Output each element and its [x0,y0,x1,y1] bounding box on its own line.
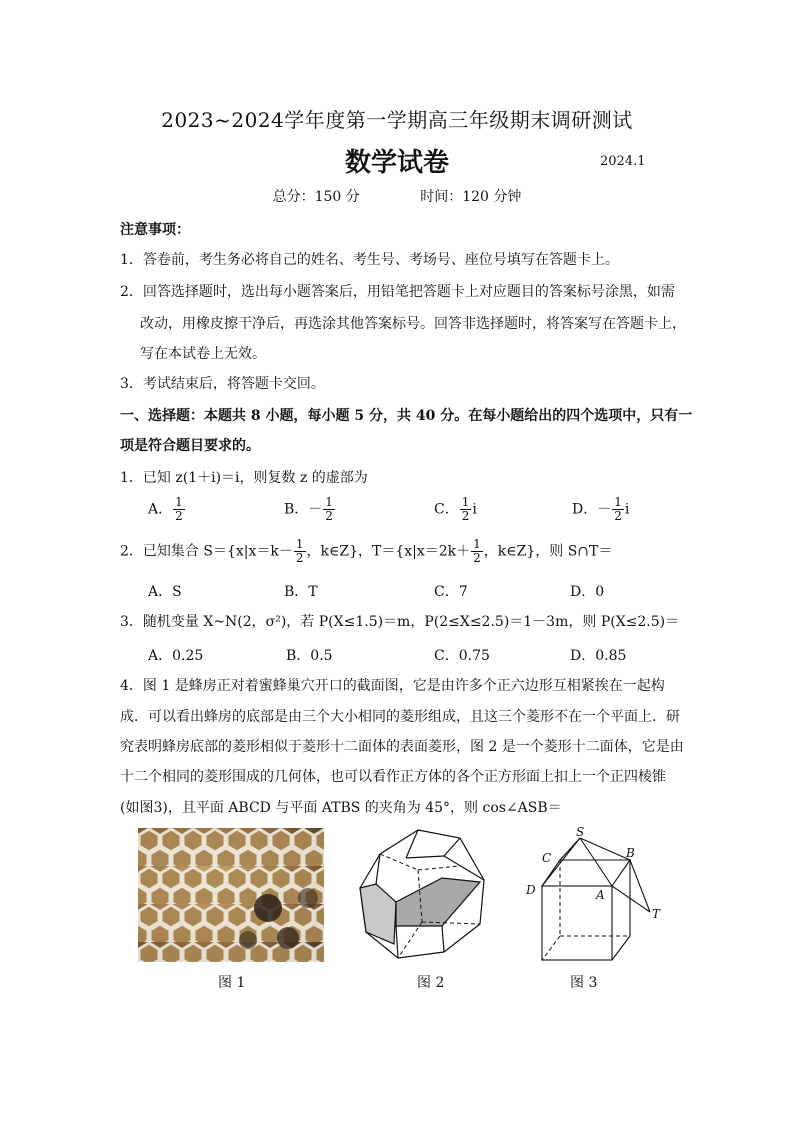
note-item: 写在本试卷上无效。 [140,346,266,362]
note-item: 3．考试结束后，将答题卡交回。 [120,376,325,392]
q2-option-c: C．7 [434,584,468,600]
honeycomb-photo [138,828,324,962]
cube-pyramid-figure [520,826,670,966]
figure-3-caption: 图 3 [570,975,598,991]
rhombic-dodecahedron-figure [356,826,490,966]
question-4-line: 究表明蜂房底部的菱形相似于菱形十二面体的表面菱形，图 2 是一个菱形十二面体，它是由 [120,739,684,755]
subject-title: 数学试卷 [344,148,449,178]
label-b: B [626,846,635,860]
notes-heading: 注意事项： [120,222,190,238]
q1-option-d: D．－ $\frac{1}{2}$ i [572,495,630,523]
question-4-line: 成．可以看出蜂房的底部是由三个大小相同的菱形组成，且这三个菱形不在一个平面上．研 [120,709,680,725]
q1-option-b: B．－ $\frac{1}{2}$ [284,495,333,523]
q3-option-d: D．0.85 [570,648,627,664]
q3-option-a: A．0.25 [148,648,204,664]
section-heading-cont: 项是符合题目要求的。 [120,438,260,454]
exam-meta [0,186,794,206]
label-d: D [526,883,536,897]
q1-option-c: C． $\frac{1}{2}$ i [434,495,477,523]
question-4-line: 十二个相同的菱形围成的几何体，也可以看作正方体的各个正方形面上扣上一个正四棱锥 [120,769,666,785]
total-score: 总分：150 分 [272,189,360,205]
note-item: 1．答卷前，考生务必将自己的姓名、考生号、考场号、座位号填写在答题卡上。 [120,252,619,268]
question-1-stem: 1．已知 z(1＋i)＝i，则复数 z 的虚部为 [120,470,368,486]
section-heading: 一、选择题：本题共 8 小题，每小题 5 分，共 40 分。在每小题给出的四个选项中，只有一 [120,408,693,424]
q3-option-c: C．0.75 [434,648,490,664]
figure-1-caption: 图 1 [218,975,246,991]
question-2-stem: 2．已知集合 S＝{x|x＝k－ $\frac{1}{2}$ ，k∈Z}，T＝{x|x＝2k＋ $\frac{1}{2}$ ，k∈Z}，则 S∩T＝ [120,537,613,565]
exam-date: 2024.1 [600,154,646,169]
figure-2-caption: 图 2 [417,975,445,991]
q2-option-a: A．S [148,584,182,600]
q3-option-b: B．0.5 [286,648,333,664]
question-3-stem: 3．随机变量 X~N(2，σ²)，若 P(X≤1.5)＝m，P(2≤X≤2.5)＝1－3m，则 P(X≤2.5)＝ [120,614,680,630]
label-s: S [576,826,585,839]
q2-option-b: B．T [284,584,318,600]
note-item: 改动，用橡皮擦干净后，再选涂其他答案标号。回答非选择题时，将答案写在答题卡上， [140,316,686,332]
label-t: T [652,907,661,921]
q1-option-a: A． $\frac{1}{2}$ [148,495,183,523]
exam-title: 2023~2024学年度第一学期高三年级期末调研测试 [161,108,633,132]
question-4-line: (如图3)，且平面 ABCD 与平面 ATBS 的夹角为 45°，则 cos∠ASB＝ [120,800,562,816]
question-4-line: 4．图 1 是蜂房正对着蜜蜂巢穴开口的截面图，它是由许多个正六边形互相紧挨在一起构 [120,678,665,694]
label-c: C [542,851,552,865]
label-a: A [596,888,605,902]
exam-time: 时间：120 分钟 [420,189,522,205]
q2-option-d: D．0 [570,584,605,600]
note-item: 2．回答选择题时，选出每小题答案后，用铅笔把答题卡上对应题目的答案标号涂黑，如需 [120,284,675,300]
